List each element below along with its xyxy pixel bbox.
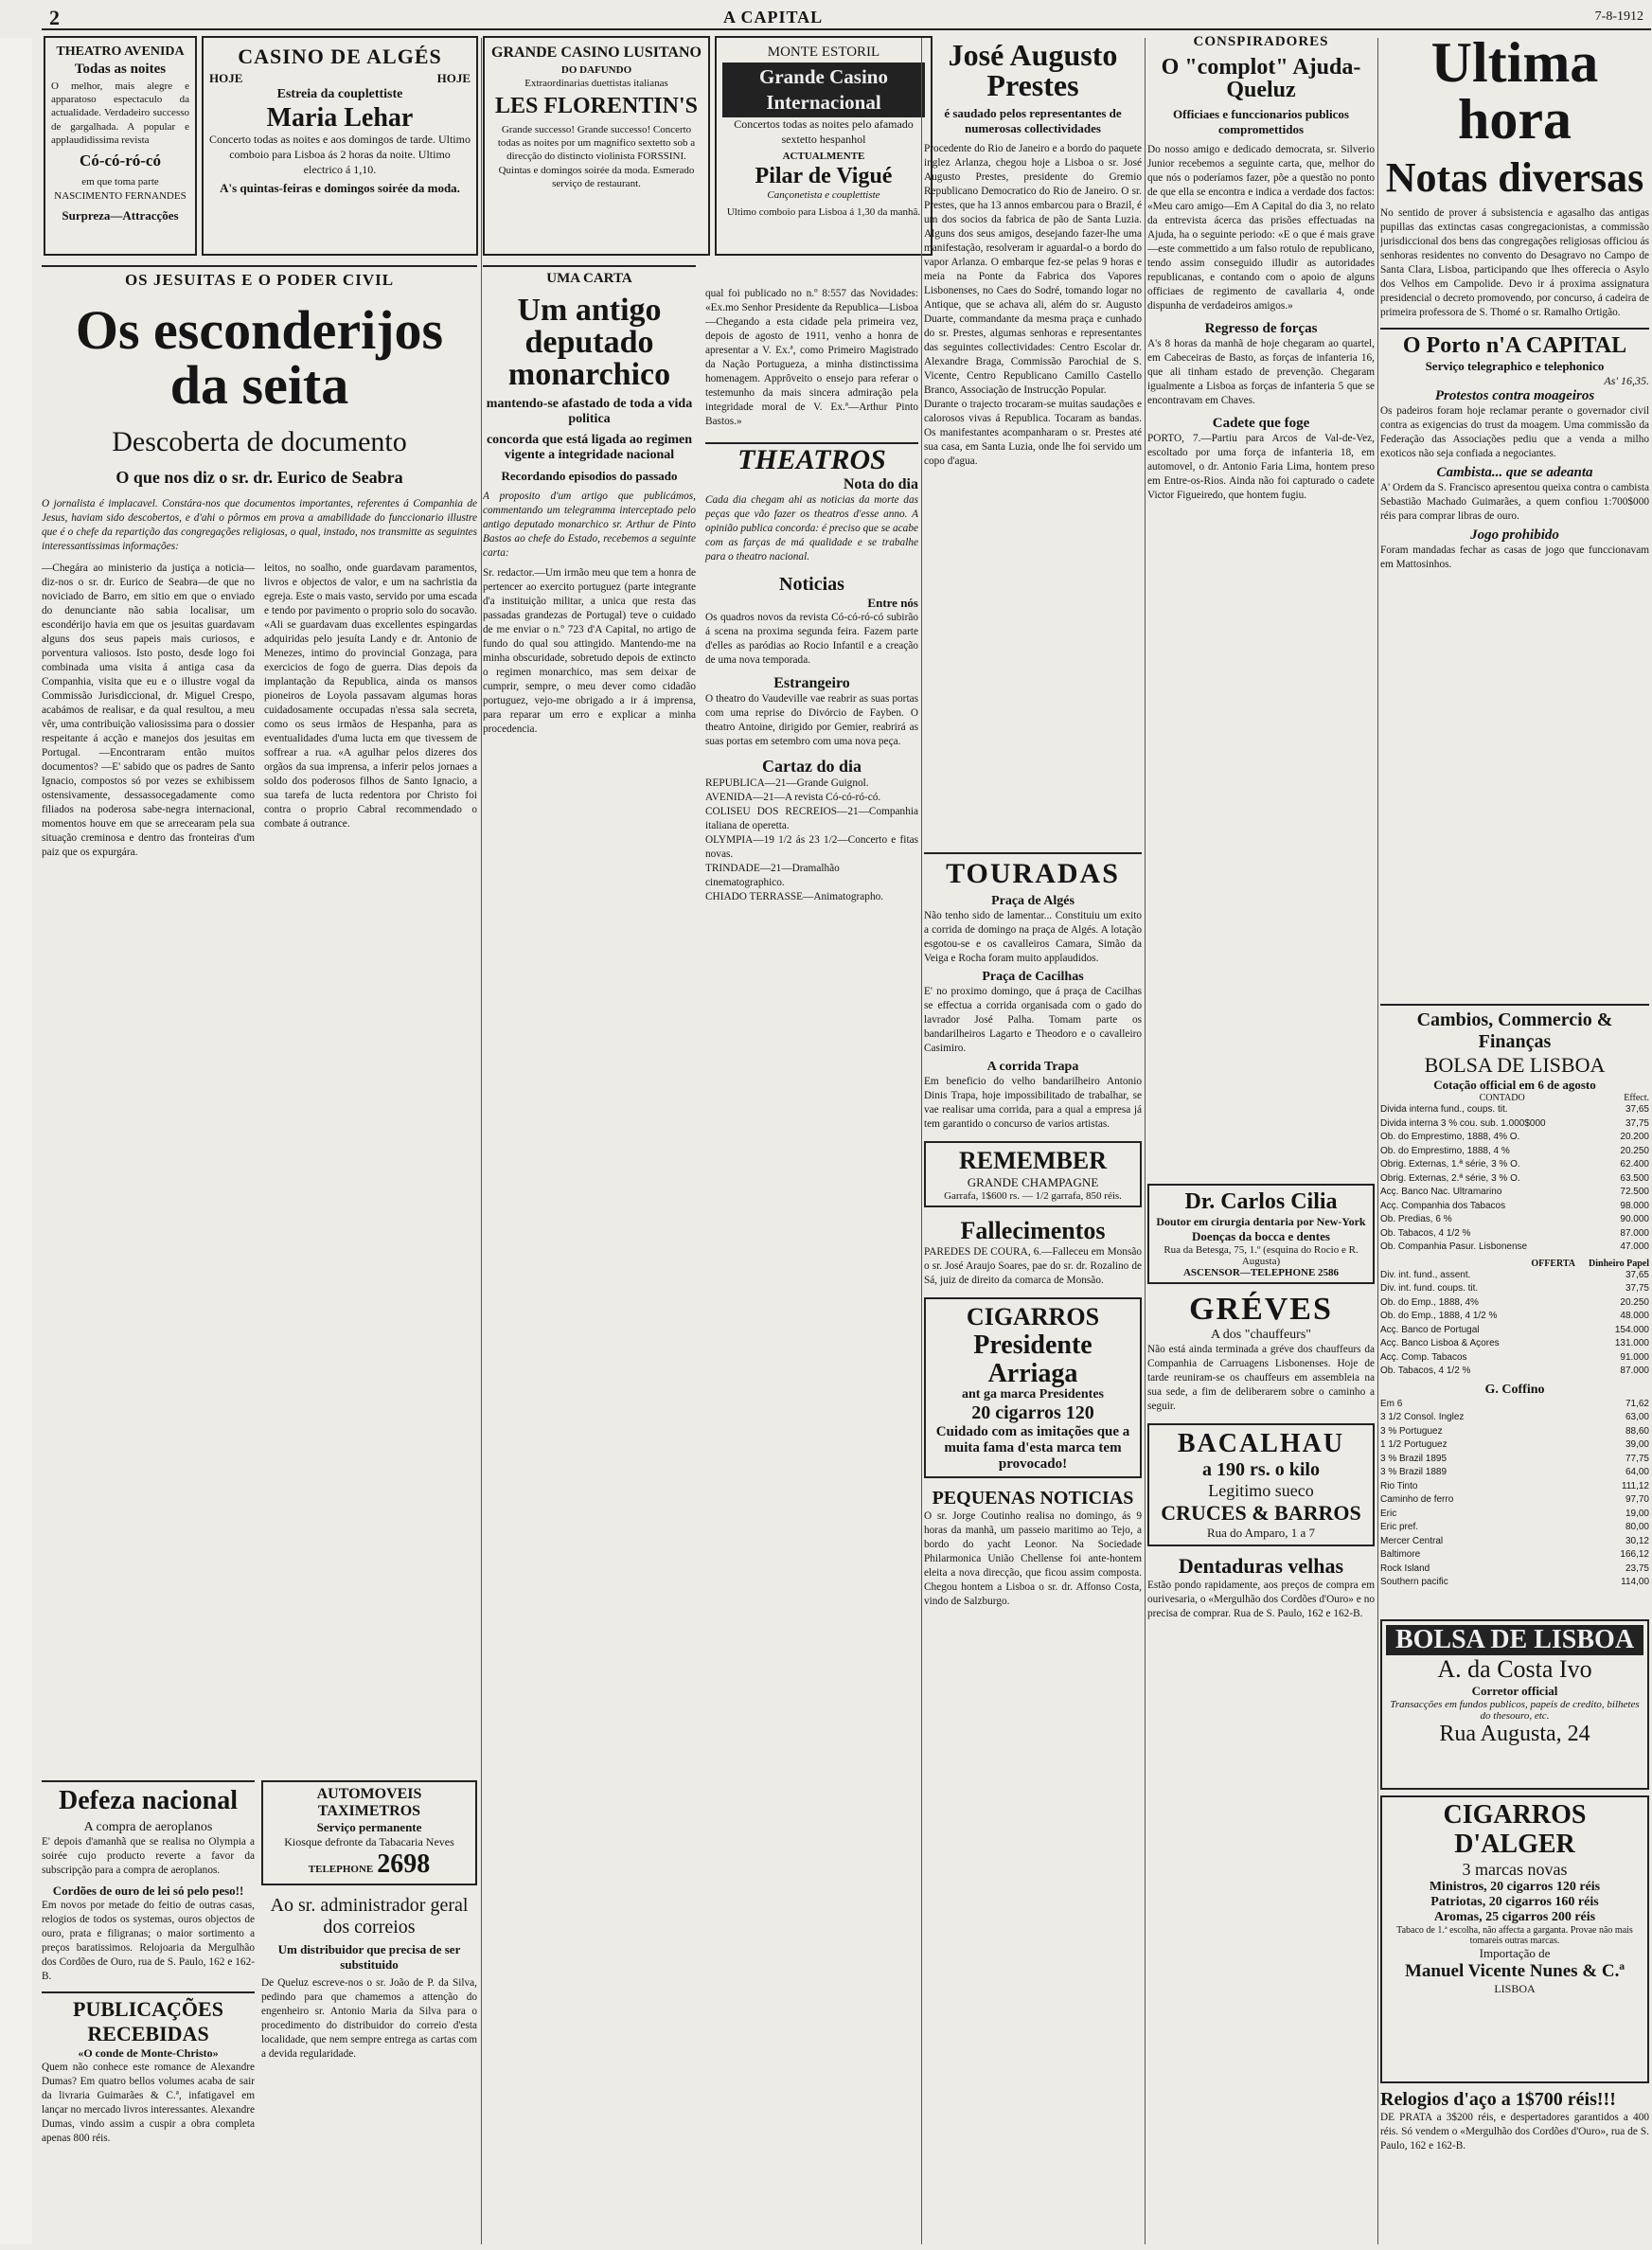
ad-foot: Tabaco de 1.ª escolha, não affecta a garganta. Provae não mais tomareis outras marcas. <box>1396 1924 1633 1946</box>
quote-row <box>1380 1535 1649 1549</box>
ad-tel-label: TELEPHONE <box>308 1864 374 1875</box>
ad-sub: GRANDE CHAMPAGNE <box>967 1175 1099 1190</box>
quote-value: 88,60 <box>1625 1425 1649 1437</box>
quote-row <box>1380 1186 1649 1200</box>
ad-title: Relogios d'aço a 1$700 réis!!! <box>1380 2089 1616 2110</box>
estrangeiro-title: Estrangeiro <box>773 675 850 692</box>
quote-value: 166,12 <box>1620 1549 1649 1560</box>
quote-row <box>1380 1576 1649 1590</box>
quote-value: 20.250 <box>1620 1296 1649 1308</box>
article-ultima-hora <box>1380 34 1649 1000</box>
quote-value: 19,00 <box>1625 1508 1649 1519</box>
ad-title: CASINO DE ALGÉS <box>238 45 442 68</box>
quote-name: Caminho de ferro <box>1380 1494 1454 1505</box>
porto-title: O Porto n'A CAPITAL <box>1380 328 1649 359</box>
pequenas-title: PEQUENAS NOTICIAS <box>932 1488 1134 1509</box>
ad-sub: ant ga marca Presidentes <box>962 1387 1104 1402</box>
quote-value: 114,00 <box>1621 1577 1649 1587</box>
ad-foot: Garrafa, 1$600 rs. — 1/2 garrafa, 850 réis. <box>944 1190 1122 1203</box>
ad-title: THEATRO AVENIDA <box>56 45 185 59</box>
ad-star: Pilar de Vigué <box>755 163 893 188</box>
quote-row <box>1380 1227 1649 1241</box>
column-rule <box>481 38 482 2244</box>
ad-line: Estreia da couplettiste <box>276 87 403 102</box>
quote-name: Acç. Banco Lisboa & Açores <box>1380 1338 1500 1348</box>
quote-name: Div. int. fund., assent. <box>1380 1269 1471 1280</box>
quote-row <box>1380 1398 1649 1412</box>
quote-value: 154.000 <box>1614 1324 1649 1335</box>
ad-line: Extraordinarias duettistas italianas <box>524 78 668 90</box>
quote-row <box>1380 1365 1649 1379</box>
protestos-body: Os padeiros foram hoje reclamar perante o governador civil contra as exigencias do trust da moagem. Uma commissão da Federação das Associações pediu que a venda a milho exoticos não seja confiada a negociantes. <box>1380 405 1649 460</box>
cartaz-title: Cartaz do dia <box>762 757 862 777</box>
publicacoes-sub: «O conde de Monte-Christo» <box>78 2046 219 2061</box>
quote-row <box>1380 1493 1649 1508</box>
ad-body: DE PRATA a 3$200 réis, e despertadores garantidos a 400 réis. Só vendem o «Mergulhão dos Cordões d'Ouro», rua de S. Paulo, 162 e 162-B. <box>1380 2112 1649 2152</box>
ad-costa-ivo <box>1380 1619 1649 1790</box>
quote-name: Mercer Central <box>1380 1535 1444 1546</box>
bolsa-cotacao: Cotação official em 6 de agosto <box>1433 1078 1596 1092</box>
quote-name: 3 % Portuguez <box>1380 1425 1443 1437</box>
ad-hoje: HOJE <box>436 70 471 85</box>
quote-value: 111,12 <box>1621 1480 1649 1491</box>
cartaz-item: REPUBLICA—21—Grande Guignol. <box>705 777 869 790</box>
noticias-body: Os quadros novos da revista Có-có-ró-có subirão á scena na proxima segunda feira. Fazem parte d'elles as paródias ao Rocio Infantil e a creação de uma nova temporada. <box>705 612 918 667</box>
quote-name: Ob. do Emprestimo, 1888, 4 % <box>1380 1145 1510 1156</box>
body: Procedente do Rio de Janeiro e a bordo do paquete inglez Arlanza, chegou hoje a Lisboa o sr. José Augusto Prestes, presidente do Gremio Republicano Democratico do Rio de Janeiro. O sr. Prestes, que ha 13 annos embarcou para o Brazil, é um dos socios da fabrica de pão de Santa Luzia. Alguns dos seus amigos, desejando fazer-lhe uma manifestação, resolveram ir aguardal-o a bordo do vapor Arlanza. O embarque fez-se pelas 9 horas e meia na Ponte da Fabrica dos Vapores Lisbonenses, no Caes do Sodré, tomando logar no Antique, que se achava ali, além do sr. Augusto Duarte, commandante da mesma praça e cunhado do sr. Prestes, algumas senhoras e representantes das seguintes collectividades: Centro Escolar dr. Alexandre Braga, Commissão Parochial de S. Vicente, Centro Republicano Camillo Castello Branco, Associação de Instrucção Popular. <box>924 143 1142 397</box>
quote-name: Eric <box>1380 1508 1397 1519</box>
bolsa-title: Cambios, Commercio & Finanças <box>1380 1004 1649 1053</box>
ad-cigarros-alger <box>1380 1795 1649 2083</box>
bolsa-table <box>1380 1103 1649 1255</box>
ad-foot: Cuidado com as imitações que a muita fama d'esta marca tem provocado! <box>935 1424 1130 1473</box>
subhead-2: Cordões de ouro de lei só pelo peso!! <box>52 1884 244 1899</box>
ad-address: Rua do Amparo, 1 a 7 <box>1206 1526 1316 1541</box>
cambista-body: A' Ordem da S. Francisco apresentou queixa contra o cambista Sebastião Machado Guimarães, a quem confiou 1:700$000 réis para comprar libras de ouro. <box>1380 482 1649 523</box>
body-2: Durante o trajecto trocaram-se muitas saudações e calorosos vivas á Republica. Tocaram as bandas. Os manifestantes acompanharam o sr. Prestes até sua casa, em Santa Luzia, onde lhe foi servido um copo d'agua. <box>924 399 1142 468</box>
issue-date: 7-8-1912 <box>1594 9 1643 24</box>
ad-firm: CRUCES & BARROS <box>1161 1501 1361 1526</box>
ad-address: Rua Augusta, 24 <box>1439 1722 1590 1746</box>
quote-row <box>1380 1158 1649 1172</box>
quote-name: Obrig. Externas, 2.ª série, 3 % O. <box>1380 1172 1520 1184</box>
theatros-title: THEATROS <box>705 442 918 476</box>
ad-name: A. da Costa Ivo <box>1437 1655 1592 1683</box>
ad-title: BACALHAU <box>1177 1429 1345 1459</box>
quote-value: 131.000 <box>1614 1338 1649 1348</box>
quote-value: 20.200 <box>1620 1132 1649 1142</box>
quote-name: Ob. do Emprestimo, 1888, 4% O. <box>1380 1132 1520 1142</box>
ad-title: AUTOMOVEIS TAXIMETROS <box>316 1786 422 1819</box>
touradas-title: TOURADAS <box>924 852 1142 890</box>
headline: Defeza nacional <box>42 1780 255 1816</box>
quote-row <box>1380 1296 1649 1311</box>
quote-name: Ob. Predias, 6 % <box>1380 1214 1452 1224</box>
headline: Ao sr. administrador geral dos correios <box>270 1895 469 1938</box>
article-jesuitas <box>42 265 477 1771</box>
quote-row <box>1380 1411 1649 1425</box>
ad-city: LISBOA <box>1494 1981 1536 1995</box>
quote-row <box>1380 1117 1649 1132</box>
cartaz-item: OLYMPIA—19 1/2 ás 23 1/2—Concerto e fitas novas. <box>705 834 918 861</box>
dentaduras-title: Dentaduras velhas <box>1178 1554 1344 1579</box>
column-automoveis <box>261 1780 477 2235</box>
body: E' depois d'amanhã que se realisa no Olympia a soirée cujo producto reverte a favor da subscripção para a compra de aeroplanos. <box>42 1836 255 1877</box>
theatros-sub: Nota do dia <box>843 476 918 493</box>
ad-tel-number: 2698 <box>377 1849 431 1879</box>
regresso-body: A's 8 horas da manhã de hoje chegaram ao quartel, em Cabeceiras de Basto, as forças de infanteria 16, que ali tinham estado de prevenção. Chegaram igualmente a Lisboa as forças de infanteria 5 que se encontravam em Chaves. <box>1147 338 1375 407</box>
body-2: Em novos por metade do feitio de outras casas, relogios de todos os systemas, ouros objectos de ouro, prata e filigranas; o maior sortimento a preços baratissimos. Relojoaria da Mergulhão dos Cordões de Ouro, rua de S. Paulo, 162 e 162-B. <box>42 1900 255 1983</box>
ad-credits: em que toma parte NASCIMENTO FERNANDES <box>54 176 187 202</box>
ad-cigarros-arriaga <box>924 1297 1142 1478</box>
quote-row <box>1380 1324 1649 1338</box>
column-rule <box>1377 38 1378 2244</box>
ad-sub: DO DAFUNDO <box>560 63 632 76</box>
pequenas-body: O sr. Jorge Coutinho realisa no domingo, ás 9 horas da manhã, um passeio maritimo ao Tejo, a bordo do yacht Leonor. Na Sociedade Philarmonica União Chellense foi ante-hontem eleita a nova direcção, que ficou assim composta. Chegou hontem a Lisboa o sr. dr. Affonso Costa, vindo de Salzburgo. <box>924 1510 1142 1608</box>
fallecimentos-title: Fallecimentos <box>960 1217 1106 1245</box>
body: No sentido de prover á subsistencia e agasalho das antigas pupillas das extinctas casas congregacionistas, a commissão jurisdiccional dos bens das congregações religiosas officiou ás senhoras residentes no convento do Desagravo no Campo de Santa Clara, Lisboa, participando que lhes offerecia o Asylo dos Velhos em Campolide. Devo ir á proxima assignatura presidencial o decreto promovendo, por concurso, á cadeira de primeira professora de S. Thomé o sr. Ramalho Ortigão. <box>1380 207 1649 319</box>
quote-row <box>1380 1310 1649 1324</box>
cartaz-item: COLISEU DOS RECREIOS—21—Companhia italiana de operetta. <box>705 806 918 832</box>
quote-row <box>1380 1241 1649 1255</box>
quote-value: 64,00 <box>1625 1467 1649 1477</box>
body-column-1: Sr. redactor.—Um irmão meu que tem a honra de pertencer ao exercito portuguez (parte integrante d'a instituição militar, a unica que resta das passadas grandezas de Portugal) teve o cuidado de me enviar o n.º 723 d'A Capital, no artigo de fundo do qual sou attingido. Mantendo-me na minha obscuridade, sobretudo depois de extincto o regimen monarchico, mas sem deixar de cumprir, sempre, o meu dever como cidadão portuguez, vejo-me obrigado a ir á imprensa, para reparar um erro e explicar a minha procedencia. <box>483 567 696 736</box>
quote-row <box>1380 1562 1649 1577</box>
intro: O jornalista é implacavel. Constára-nos que documentos importantes, referentes á Companhia de Jesus, haviam sido descobertos, e d'ahi o pôrmos em prova a amabilidade do funccionario illustre que é o chefe da repartição das congregações religiosas, o qual, instado, nos transmitte as seguintes interessantissimas informações: <box>42 498 477 553</box>
quote-row <box>1380 1213 1649 1227</box>
quote-name: Ob. do Emp., 1888, 4 1/2 % <box>1380 1311 1498 1321</box>
quote-name: Southern pacific <box>1380 1577 1448 1587</box>
ad-sub: Cançonetista e couplettiste <box>767 188 880 201</box>
quote-value: 30,12 <box>1625 1535 1649 1546</box>
column-rule <box>921 38 922 2244</box>
masthead <box>42 6 1651 30</box>
ad-bacalhau <box>1147 1423 1375 1546</box>
ad-body: Transacções em fundos publicos, papeis de credito, bilhetes do thesouro, etc. <box>1390 1699 1640 1722</box>
quote-value: 23,75 <box>1625 1562 1649 1574</box>
quote-value: 87.000 <box>1620 1366 1649 1376</box>
ad-title: REMEMBER <box>959 1147 1107 1175</box>
cambista-title: Cambista... que se adeanta <box>1436 465 1593 481</box>
article-carta <box>483 265 918 1752</box>
quote-value: 37,75 <box>1625 1283 1649 1294</box>
touradas-body-1: Não tenho sido de lamentar... Constituiu um exito a corrida de domingo na praça de Algés. A lotação esgotou-se e os cavalleiros Camara, Simão da Veiga e Rocha foram muito applaudidos. <box>924 910 1142 965</box>
quote-name: 3 % Brazil 1895 <box>1380 1453 1448 1464</box>
ad-sub: Corretor official <box>1471 1684 1558 1698</box>
quote-row <box>1380 1172 1649 1187</box>
ad-star: Maria Lehar <box>266 102 414 133</box>
fallecimentos-body: PAREDES DE COURA, 6.—Falleceu em Monsão o sr. José Araujo Soares, pae do sr. dr. Rozalino de Sá, juiz de direito da comarca de Monsão. <box>924 1246 1142 1287</box>
porto-sub: Serviço telegraphico e telephonico <box>1425 359 1605 374</box>
bolsa-dinheiro-papel: Dinheiro Papel <box>1589 1258 1649 1269</box>
quote-row <box>1380 1103 1649 1117</box>
bolsa-contado: CONTADO <box>1479 1093 1525 1103</box>
ad-remember <box>924 1141 1142 1207</box>
quote-name: Acç. Companhia dos Tabacos <box>1380 1200 1506 1211</box>
ad-hoje: HOJE <box>209 70 243 85</box>
ad-firm: Manuel Vicente Nunes & C.ª <box>1404 1960 1625 1981</box>
section-bolsa <box>1380 1004 1649 1610</box>
quote-row <box>1380 1466 1649 1480</box>
quote-value: 62.400 <box>1620 1159 1649 1170</box>
ad-title: BOLSA DE LISBOA <box>1386 1625 1643 1655</box>
headline: José Augusto Prestes <box>948 38 1118 102</box>
quote-value: 97,70 <box>1625 1494 1649 1505</box>
ad-title: Dr. Carlos Cilia <box>1184 1189 1338 1214</box>
headline: O "complot" Ajuda-Queluz <box>1161 55 1361 102</box>
ad-show: Có-có-ró-có <box>80 152 161 170</box>
quote-row <box>1380 1337 1649 1351</box>
quote-name: Ob. do Emp., 1888, 4% <box>1380 1296 1479 1308</box>
quote-value: 37,65 <box>1625 1269 1649 1280</box>
quote-name: Ob. Companhia Pasur. Lisbonense <box>1380 1241 1528 1252</box>
quote-row <box>1380 1425 1649 1439</box>
ad-location: Kiosque defronte da Tabacaria Neves <box>284 1835 454 1848</box>
quote-name: Acç. Banco de Portugal <box>1380 1324 1480 1335</box>
kicker: O que nos diz o sr. dr. Eurico de Seabra <box>115 468 403 487</box>
section-title: OS JESUITAS E O PODER CIVIL <box>42 265 477 290</box>
ad-body: Grande successo! Grande successo! Concerto todas as noites por um magnifico sextetto sob a direcção do distincto violinista FORSSINI. Quintas e domingos soirée da moda. Esmerado serviço de restaurant. <box>497 123 696 189</box>
quote-row <box>1380 1508 1649 1522</box>
quote-row <box>1380 1282 1649 1296</box>
ad-casino-alges <box>202 36 478 256</box>
quote-name: Obrig. Externas, 1.ª série, 3 % O. <box>1380 1159 1520 1170</box>
theatros-body: Cada dia chegam ahi as noticias da morte das peças que vão fazer os theatros d'esse anno. A opinião publica concorda: é preciso que se acabe com as farças de má qualidade e se trabalhe para o theatro nacional. <box>705 494 918 563</box>
quote-name: Div. int. fund. coups. tit. <box>1380 1283 1479 1294</box>
body-column-1: —Chegára ao ministerio da justiça a noticia—diz-nos o sr. dr. Eurico de Seabra—de que no noviciado de Barro, em sitio em que o enviado do denunciante não sabia localisar, um escondérijo havia em que os jesuitas guardavam alguns dos seus papeis mais curiosos, e porventura valiosos. Isto posto, desde logo foi combinada uma visita á antiga casa da Companhia, visita que eu e o illustre vogal da Commissão Jurisdiccional, dr. Miguel Crespo, acabámos de realisar, e da qual resultou, a meu vêr, uma contribuição valiosissima para o dossier respeitante á acção e manejos dos jesuitas em Portugal. —Encontraram então muitos documentos? —E' sabido que os padres de Santo Ignacio, compostos só por vezes se exhibissem ostensivamente, dessassocegadamente como filiados na poderosa sabe-negra internacional, momentos houve em que se arrecearam pela sua situação creminosa e dentro das fronteiras d'um paiz que os expurgára. <box>42 562 255 859</box>
ad-title: GRANDE CASINO LUSITANO <box>491 45 702 61</box>
quote-row <box>1380 1200 1649 1214</box>
ad-body: Concertos todas as noites pelo afamado sextetto hespanhol <box>734 117 914 146</box>
estrangeiro-body: O theatro do Vaudeville vae reabrir as suas portas com uma reprise do Divórcio de Fayben. O theatro Antoine, dirigido por Gemier, reabrirá as suas portas em setembro com uma nova peça. <box>705 693 918 748</box>
quote-value: 20.250 <box>1620 1145 1649 1156</box>
quote-name: Divida interna 3 % cou. sub. 1.000$000 <box>1380 1117 1546 1129</box>
quote-name: Em 6 <box>1380 1398 1403 1409</box>
quote-name: Acç. Banco Nac. Ultramarino <box>1380 1187 1502 1197</box>
quote-value: 72.500 <box>1620 1187 1649 1197</box>
headline: Um antigo deputado monarchico <box>507 293 671 392</box>
bolsa-table-2 <box>1380 1269 1649 1379</box>
subhead: A compra de aeroplanos <box>83 1820 213 1834</box>
ad-dr-cilia <box>1147 1184 1375 1284</box>
protestos-title: Protestos contra moageiros <box>1434 388 1595 404</box>
quote-row <box>1380 1351 1649 1366</box>
quote-value: 91.000 <box>1620 1351 1649 1363</box>
quote-value: 63.500 <box>1620 1172 1649 1184</box>
quote-value: 48.000 <box>1620 1311 1649 1321</box>
ad-line-1: Ministros, 20 cigarros 120 réis <box>1429 1879 1601 1894</box>
column-cilia <box>1147 1184 1375 2235</box>
subhead: mantendo-se afastado de toda a vida politica <box>486 397 693 426</box>
column-touradas <box>924 852 1142 2235</box>
quote-value: 80,00 <box>1625 1522 1649 1532</box>
coffino-table <box>1380 1398 1649 1590</box>
touradas-sub-3: A corrida Trapa <box>986 1060 1079 1075</box>
quote-name: Ob. Tabacos, 4 1/2 % <box>1380 1227 1471 1239</box>
ad-price: a 190 rs. o kilo <box>1202 1459 1320 1481</box>
bolsa-sub: BOLSA DE LISBOA <box>1424 1053 1606 1077</box>
subhead: é saudado pelos representantes de numerosas collectividades <box>944 106 1122 135</box>
quote-row <box>1380 1438 1649 1453</box>
ad-sub: Doutor em cirurgia dentaria por New-York <box>1156 1215 1366 1228</box>
headline: Ultima hora <box>1430 34 1599 151</box>
quote-name: 1 1/2 Portuguez <box>1380 1439 1448 1450</box>
jogo-title: Jogo prohibido <box>1470 527 1559 544</box>
ad-sub: 3 marcas novas <box>1462 1859 1568 1879</box>
page-number: 2 <box>49 6 60 29</box>
ad-import: Importação de <box>1479 1945 1551 1960</box>
quote-name: Rio Tinto <box>1380 1480 1418 1491</box>
ad-relogios <box>1380 2089 1649 2241</box>
subhead: Um distribuidor que precisa de ser substituido <box>277 1942 461 1972</box>
coffino-title: G. Coffino <box>1484 1382 1545 1397</box>
quote-value: 37,75 <box>1625 1117 1649 1129</box>
touradas-sub-2: Praça de Cacilhas <box>982 970 1084 985</box>
section-title: UMA CARTA <box>483 265 696 287</box>
subhead-2: concorda que está ligada ao regimen vigente a integridade nacional <box>486 433 693 462</box>
page-margin <box>0 38 32 2244</box>
body-column-2: qual foi publicado no n.º 8:557 das Novidades: «Ex.mo Senhor Presidente da Republica—Lisboa—Chegando a esta cidade pela primeira vez, depois de agosto de 1911, venho a honra de apresentar a V. Ex.ª, como Primeiro Magistrado da Nação Portugueza, a minha distinctissima homenagem. Apprôveito o ensejo para referar o testemunho da mais sincera admiração pela integridade moral de V. Ex.ª—Arthur Pinto Bastos.» <box>705 288 918 428</box>
quote-row <box>1380 1480 1649 1494</box>
publicacoes-title: PUBLICAÇÕES RECEBIDAS <box>42 1991 255 2046</box>
cartaz-item: TRINDADE—21—Dramalhão cinematographico. <box>705 863 840 889</box>
quote-row <box>1380 1453 1649 1467</box>
ad-sub-2: Doenças da bocca e dentes <box>1192 1229 1330 1243</box>
touradas-sub-1: Praça de Algés <box>991 894 1075 908</box>
greves-sub: A dos "chauffeurs" <box>1210 1328 1312 1342</box>
quote-name: Rock Island <box>1380 1562 1430 1574</box>
column-rule <box>1145 38 1146 2244</box>
article-conspiradores <box>1147 34 1375 1180</box>
ad-line-2: Patriotas, 20 cigarros 160 réis <box>1430 1894 1599 1909</box>
headline: Os esconderijos da seita <box>75 299 444 416</box>
greves-title: GRÉVES <box>1189 1292 1333 1327</box>
subhead: Notas diversas <box>1385 154 1644 201</box>
cadete-body: PORTO, 7.—Partiu para Arcos de Val-de-Vez, escoltado por uma força de infanteria 18, em automovel, o dr. Antonio Faria Lima, hontem preso em Entre-os-Rios. Ainda não foi capturado o cadete Victor Figueiredo, que hontem fugiu. <box>1147 433 1375 502</box>
ad-line-3: Aromas, 25 cigarros 200 réis <box>1433 1909 1596 1924</box>
ad-monte-estoril <box>715 36 933 256</box>
quote-value: 39,00 <box>1625 1439 1649 1450</box>
ad-address: Rua da Betesga, 75, 1.º (esquina do Rocio e R. Augusta) <box>1164 1244 1359 1267</box>
quote-name: Divida interna fund., coups. tit. <box>1380 1104 1508 1115</box>
ad-theatro-avenida <box>44 36 197 256</box>
ad-body: Concerto todas as noites e aos domingos de tarde. Ultimo comboio para Lisboa ás 2 horas da noite. Ultimo electrico á 1,10. <box>209 133 471 176</box>
cartaz-item: CHIADO TERRASSE—Animatographo. <box>705 891 884 903</box>
quote-row <box>1380 1548 1649 1562</box>
article-defeza <box>42 1780 255 2235</box>
noticias-sub: Entre nós <box>867 596 918 611</box>
ad-num: 20 cigarros 120 <box>971 1402 1094 1424</box>
cartaz-list <box>705 777 918 904</box>
quote-row <box>1380 1521 1649 1535</box>
ad-title: CIGARROS D'ALGER <box>1443 1800 1587 1859</box>
bolsa-effect: Effect. <box>1624 1093 1649 1103</box>
ad-sub: Serviço permanente <box>316 1820 422 1834</box>
quote-name: 3 % Brazil 1889 <box>1380 1467 1448 1477</box>
article-prestes <box>924 34 1142 848</box>
cadete-title: Cadete que foge <box>1212 416 1310 432</box>
subhead-3: Recordando episodios do passado <box>501 469 678 483</box>
body-column-2: leitos, no soalho, onde guardavam paramentos, livros e objectos de valor, e um na sachristia da egreja. Este o mais vasto, servido por uma escada e tendo por pavimento o proprio solo do socavão. «Ali se guardavam duas excellentes espingardas adquiridas pelo jesuíta Landy e dr. Antonio de Menezes, intimo do provincial Gonzaga, para exercicios de fogo de guerra. Dias depois da implantação da Republica, ainda os mansos pioneiros de Loyola passavam algumas horas cuidadosamente occupadas n'essa sala secreta, como os seus irmãos de Hespanha, para as eventualidades d'uma lucta em que tivessem de soffrear a rua. «A agulhar pelos dizeres dos orgãos da sua imprensa, a inferir pelos jornaes a soldo dos poderosos filhos de Santo Ignacio, a sua tarefa de lucta redentora por Christo foi contra o proprio Cabral recommendado o combate á outrance. <box>264 562 477 830</box>
touradas-body-3: Em beneficio do velho bandarilheiro Antonio Dinis Trapa, hoje impossibilitado de trabalhar, se vae realisar uma corrida, para a qual a empresa já tem garantido o concurso de varios artistas. <box>924 1076 1142 1131</box>
quote-value: 37,65 <box>1625 1104 1649 1115</box>
ad-foot: Ultimo comboio para Lisboa á 1,30 da manhã. <box>726 206 921 219</box>
quote-name: Baltimore <box>1380 1549 1421 1560</box>
quote-value: 87.000 <box>1620 1227 1649 1239</box>
quote-name: Acç. Comp. Tabacos <box>1380 1351 1467 1363</box>
cartaz-item: AVENIDA—21—A revista Có-có-ró-có. <box>705 792 881 804</box>
section-title: CONSPIRADORES <box>1193 34 1329 49</box>
ad-actual: ACTUALMENTE <box>782 151 865 163</box>
quote-name: Ob. Tabacos, 4 1/2 % <box>1380 1366 1471 1376</box>
body: Do nosso amigo e dedicado democrata, sr. Silverio Junior recebemos a seguinte carta, que, melhor do que nós o poderíamos fazer, põe a questão no ponto de que ella se encontra e indica a verdade dos factos: «Meu caro amigo—Em A Capital do dia 3, no relato da entrevista ácerca das prisões effectuadas na Ajuda, ha o seguinte periodo: «E o que é mais grave—este commettido a um falso rotulo de republicano, tendo assim conseguido illudir as autoridades republicanas, e contando com o apoio de alguns officiaes de regimento de cavallaria 4, onde dispunha de verdadeiros amigos.» <box>1147 144 1375 312</box>
quote-value: 71,62 <box>1625 1398 1649 1409</box>
jogo-body: Foram mandadas fechar as casas de jogo que funccionavam em Mattosinhos. <box>1380 545 1649 571</box>
ad-automoveis <box>261 1780 477 1885</box>
dentaduras-body: Estão pondo rapidamente, aos preços de compra em ourivesaria, o «Mergulhão dos Cordões d'Ouro» e no precisa de comprar. Rua de S. Paulo, 162 e 162-B. <box>1147 1580 1375 1620</box>
ad-sub: Legitimo sueco <box>1208 1481 1314 1501</box>
ad-title: MONTE ESTORIL <box>767 45 880 60</box>
ad-title: CIGARROS <box>966 1303 1100 1331</box>
quote-value: 98.000 <box>1620 1200 1649 1211</box>
subhead: Descoberta de documento <box>112 426 407 457</box>
ad-tel: ASCENSOR—TELEPHONE 2586 <box>1182 1267 1340 1278</box>
newspaper-title: A CAPITAL <box>723 8 824 27</box>
touradas-body-2: E' no proximo domingo, que á praça de Cacilhas se effectua a corrida organisada com o gado do lavrador José Palha. Tomam parte os bandarilheiros Lagarto e Theodoro e o cavalleiro Casimiro. <box>924 986 1142 1055</box>
regresso-title: Regresso de forças <box>1204 321 1318 337</box>
quote-row <box>1380 1145 1649 1159</box>
porto-time: As' 16,35. <box>1604 374 1649 388</box>
ad-body: O melhor, mais alegre e apparatoso espectaculo da actualidade. Verdadeiro successo de gargalhada. A popular e applaudidissima revista <box>51 80 189 146</box>
ad-line: Todas as noites <box>74 62 167 78</box>
subhead: Officiaes e funccionarios publicos compromettidos <box>1173 107 1349 136</box>
quote-value: 90.000 <box>1620 1214 1649 1224</box>
ad-foot: Surpreza—Attracções <box>62 207 179 223</box>
publicacoes-body: Quem não conhece este romance de Alexandre Dumas? Em quatro bellos volumes acaba de sair da livraria Guimarães & C.ª, infatigavel em lançar no mercado livros interessantes. Alexandre Dumas, vindo assim a cuspir a obra completa apenas 800 réis. <box>42 2062 255 2145</box>
quote-name: Eric pref. <box>1380 1522 1419 1532</box>
quote-value: 47.000 <box>1620 1241 1649 1252</box>
body: De Queluz escreve-nos o sr. João de P. da Silva, pedindo para que chamemos a attenção do engenheiro sr. Antonio Maria da Silva para o procedimento do distribuidor do correio d'esta localidade, que nem sempre entrega as cartas com a devida regularidade. <box>261 1977 477 2061</box>
greves-body: Não está ainda terminada a gréve dos chauffeurs da Companhia de Carruagens Lisbonenses. Hoje de tarde reuniram-se os chauffeurs em assembleia na sua sede, a fim de deliberarem sobre o caminho a seguir. <box>1147 1344 1375 1413</box>
ad-star: LES FLORENTIN'S <box>494 94 699 119</box>
noticias-title: Noticias <box>779 574 844 596</box>
quote-name: 3 1/2 Consol. Inglez <box>1380 1412 1465 1422</box>
ad-big: Grande Casino Internacional <box>722 62 925 118</box>
quote-value: 63,00 <box>1625 1412 1649 1422</box>
ad-casino-lusitano <box>483 36 710 256</box>
ad-star: Presidente Arriaga <box>973 1330 1092 1388</box>
ad-foot: A's quintas-feiras e domingos soirée da moda. <box>220 181 460 196</box>
quote-row <box>1380 1131 1649 1145</box>
bolsa-offerta: OFFERTA <box>1531 1258 1576 1269</box>
intro: A proposito d'um artigo que publicámos, commentando um telegramma interceptado pelo antigo deputado monarchico sr. Arthur de Pinto Bastos ao chefe do Estado, recebemos a seguinte carta: <box>483 491 696 560</box>
quote-value: 77,75 <box>1625 1453 1649 1464</box>
quote-row <box>1380 1269 1649 1283</box>
